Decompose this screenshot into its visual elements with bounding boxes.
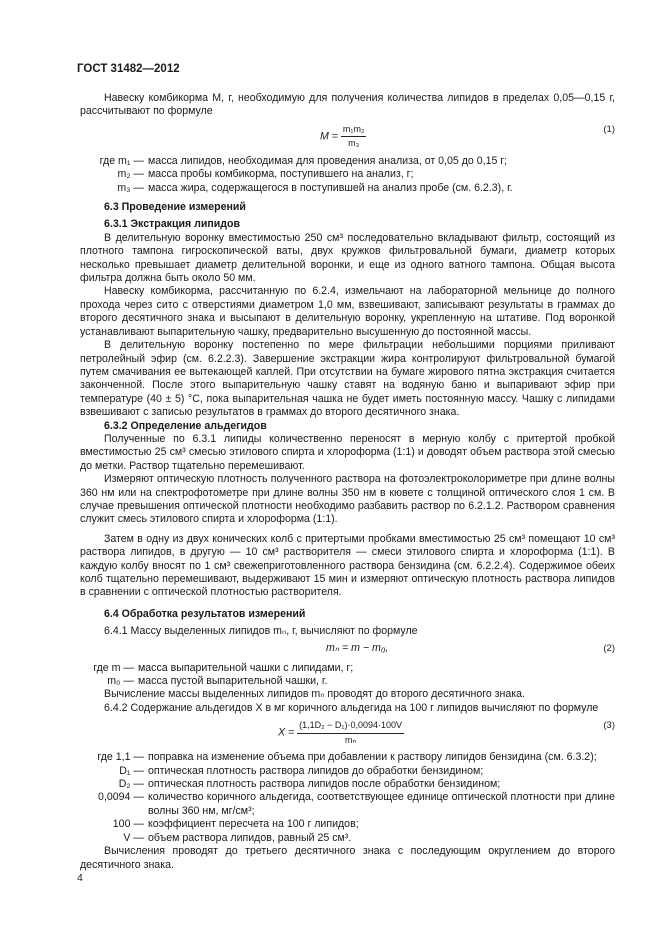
paragraph-6-3-2-c: Затем в одну из двух конических колб с притертыми пробками вместимостью 25 см³ помещают 10 см³ раствора липидов, в другую — 10 см³ растворителя — смеси этилового спирта и хлороформа (1:1). В каждую колбу вносят по 1 см³ свежеприготовленного раствора бензидина (см. 6.2.2.4). Содержимое обеих колб тщательно перемешивают, выдерживают 15 мин и измеряют оптическую плотность раствора липидов в сравнении с оптической плотностью растворителя. xyxy=(80,532,615,599)
formula-3-lhs: X = xyxy=(278,726,295,739)
formula-1-number: (1) xyxy=(603,123,615,135)
where-item: где m — масса выпарительной чашки с липидами, г; xyxy=(93,661,354,674)
where-list-1 xyxy=(80,155,615,195)
formula-3-number: (3) xyxy=(603,720,615,732)
document-header: ГОСТ 31482—2012 xyxy=(77,63,180,75)
formula-1-fraction xyxy=(341,123,367,151)
paragraph-6-3-2-b: Измеряют оптическую плотность полученного раствора на фотоэлектроколориметре при длине волны 360 нм или на спектрофотометре при длине волны 350 нм в кювете с толщиной оптического слоя 1 см. В случае превышения оптической плотности необходимо разбавить раствор по 6.2.1.2. Раствором сравнения служит смесь этилового спирта и хлороформа (1:1). xyxy=(80,473,615,526)
paragraph-6-4-1: 6.4.1 Массу выделенных липидов mₙ, г, вычисляют по формуле xyxy=(104,625,418,638)
where-item: m₀ — масса пустой выпарительной чашки, г. xyxy=(107,675,328,688)
where-item: D₁ — оптическая плотность раствора липидов до обработки бензидином; xyxy=(119,764,484,777)
formula-1-lhs: M = xyxy=(320,130,338,143)
formula-1 xyxy=(80,123,615,151)
page-content xyxy=(80,92,615,872)
formula-3 xyxy=(80,719,615,747)
where-item: V — объем раствора липидов, равный 25 см³. xyxy=(123,831,352,844)
formula-1-numerator: m₁m₂ xyxy=(341,123,367,137)
page-number: 4 xyxy=(77,872,83,884)
where-list-2 xyxy=(80,662,615,689)
where-item: 0,0094 — количество коричного альдегида, соответствующее единице оптической плотности при длине волны 360 нм, мг/см³; xyxy=(98,791,615,817)
formula-1-denominator: m₃ xyxy=(348,138,360,149)
where-item: 100 — коэффициент пересчета на 100 г липидов; xyxy=(112,818,359,831)
where-item: D₂ — оптическая плотность раствора липидов после обработки бензидином; xyxy=(118,778,501,791)
where-item: m₂ — масса пробы комбикорма, поступившего на анализ, г; xyxy=(117,168,414,181)
where-item: где m₁ — масса липидов, необходимая для проведения анализа, от 0,05 до 0,15 г; xyxy=(99,154,508,167)
section-6-4-heading: 6.4 Обработка результатов измерений xyxy=(104,607,306,620)
intro-paragraph: Навеску комбикорма M, г, необходимую для получения количества липидов в пределах 0,05—0,15 г, рассчитывают по формуле xyxy=(80,92,615,118)
formula-3-denominator: mₙ xyxy=(345,734,357,745)
paragraph-6-3-2-a: Полученные по 6.3.1 липиды количественно переносят в мерную колбу с притертой пробкой вместимостью 25 см³ смесью этилового спирта и хлороформа (1:1) и доводят объем раствора этой смесью до метки. Раствор тщательно перемешивают. xyxy=(80,432,615,472)
paragraph-6-4-2: 6.4.2 Содержание альдегидов X в мг коричного альдегида на 100 г липидов вычисляют по формуле xyxy=(104,701,599,714)
formula-3-fraction xyxy=(297,719,404,747)
paragraph-6-3-1-a: В делительную воронку вместимостью 250 см³ последовательно вкладывают фильтр, состоящий из плотного тампона гигроскопической ваты, двух кружков фильтровальной бумаги, диаметр которых несколько превышает диаметр делительной воронки, и еще из одного ватного тампона. Общая высота фильтра должна быть около 50 мм. xyxy=(80,231,615,285)
where-item: m₃ — масса жира, содержащегося в поступившей на анализ пробе (см. 6.2.3), г. xyxy=(117,181,513,194)
final-paragraph: Вычисления проводят до третьего десятичного знака с последующим округлением до второго десятичного знака. xyxy=(80,845,615,871)
section-6-3-1-heading: 6.3.1 Экстракция липидов xyxy=(104,218,240,231)
formula-2-body: mₙ = m − m₀, xyxy=(326,641,389,654)
section-6-3-heading: 6.3 Проведение измерений xyxy=(104,201,246,214)
formula-2-number: (2) xyxy=(603,642,615,654)
formula-3-numerator: (1,1D₂ − D₁)·0,0094·100V xyxy=(297,719,404,733)
section-6-3-2-heading: 6.3.2 Определение альдегидов xyxy=(104,419,267,432)
paragraph-6-4-1-b: Вычисление массы выделенных липидов mₙ проводят до второго десятичного знака. xyxy=(104,688,525,701)
paragraph-6-3-1-c: В делительную воронку постепенно по мере фильтрации небольшими порциями приливают петролейный эфир (см. 6.2.2.3). Завершение экстракции жира контролируют фильтровальной бумагой путем смачивания ее вытекающей каплей. При отсутствии на бумаге жирового пятна экстракция считается законченной. После этого выпарительную чашку ставят на водяную баню и выпаривают эфир при температуре (40 ± 5) °C, пока выпарительная чашка не будет иметь постоянную массу. Чашку с липидами взвешивают с записью результатов в граммах до второго десятичного знака. xyxy=(80,339,615,419)
formula-2 xyxy=(80,642,615,659)
paragraph-6-3-1-b: Навеску комбикорма, рассчитанную по 6.2.4, измельчают на лабораторной мельнице до полного прохода через сито с отверстиями диаметром 1,0 мм, взвешивают, записывают результаты в граммах до второго десятичного знака и высыпают в делительную воронку, укрепленную на штативе. Под воронкой устанавливают выпарительную чашку, предварительно высушенную до постоянной массы. xyxy=(80,285,615,338)
where-list-3 xyxy=(80,751,615,845)
where-item: где 1,1 — поправка на изменение объема при добавлении к раствору липидов бензидина (см. 6.3.2); xyxy=(97,751,597,764)
